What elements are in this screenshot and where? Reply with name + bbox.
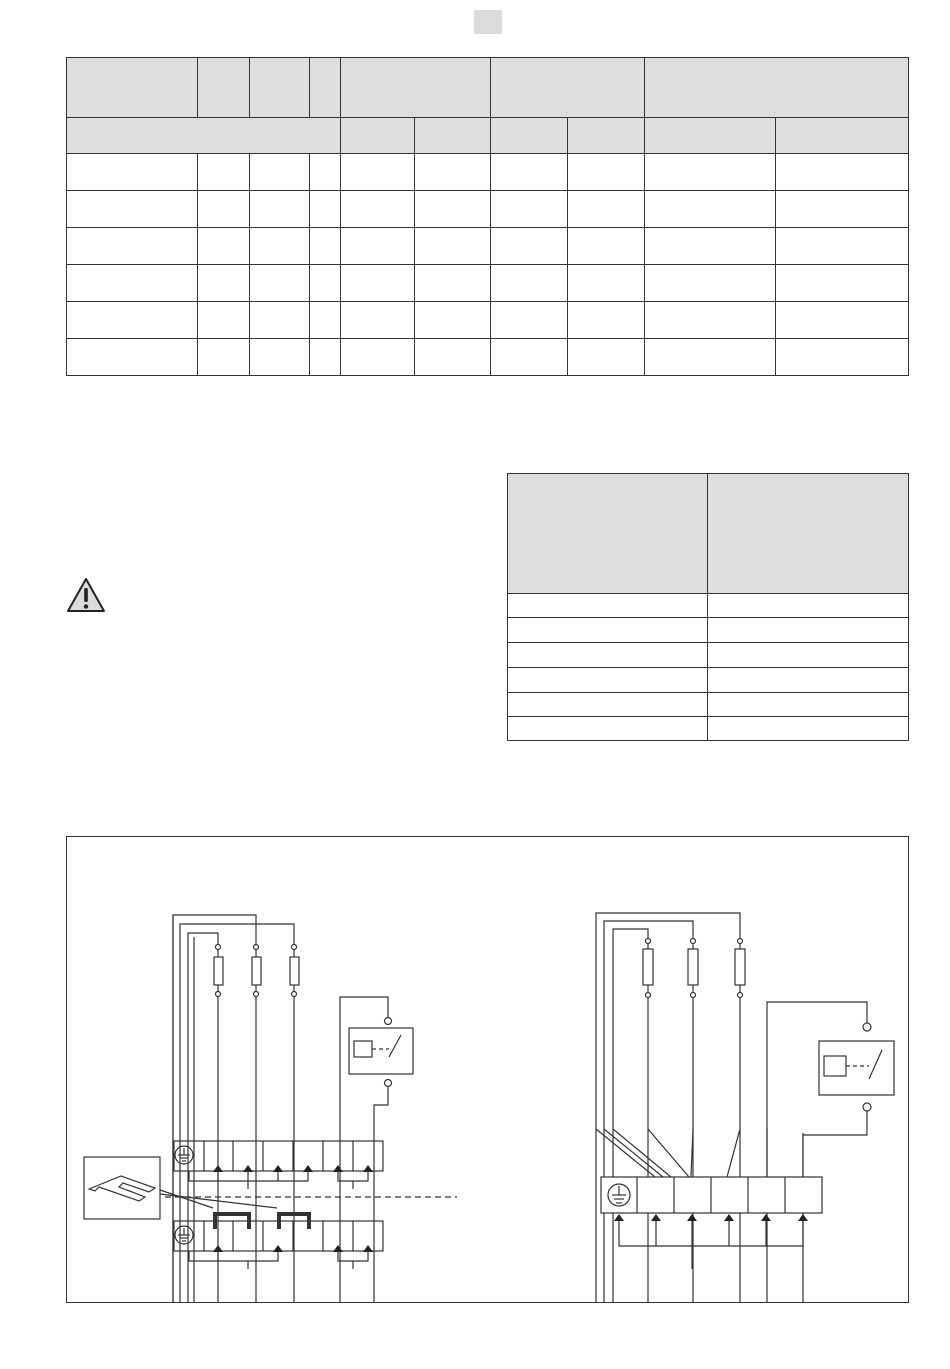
fuse-header-right <box>708 474 909 594</box>
table-row <box>508 693 909 717</box>
subheader-e <box>645 118 776 154</box>
page-number-tab <box>474 10 502 34</box>
table-row <box>67 265 909 302</box>
table-row <box>67 339 909 376</box>
table-row <box>508 594 909 618</box>
subheader-d <box>568 118 645 154</box>
header-group-1 <box>341 58 491 118</box>
spec-table <box>66 57 909 376</box>
table-row <box>67 154 909 191</box>
header-group-2 <box>491 58 645 118</box>
subheader-left <box>67 118 341 154</box>
table-row <box>508 643 909 668</box>
table-row <box>67 191 909 228</box>
header-col-2 <box>198 58 250 118</box>
table-row <box>508 618 909 643</box>
header-model <box>67 58 198 118</box>
fuse-table <box>507 473 909 741</box>
subheader-f <box>776 118 909 154</box>
table-row <box>508 668 909 693</box>
header-col-3 <box>250 58 310 118</box>
table-row <box>67 302 909 339</box>
wiring-diagram-panel <box>66 836 909 1303</box>
fuse-header-left <box>508 474 708 594</box>
subheader-c <box>491 118 568 154</box>
wiring-diagram-three-phase-terminals <box>67 837 909 1303</box>
table-row <box>67 228 909 265</box>
subheader-b <box>415 118 491 154</box>
subheader-a <box>341 118 415 154</box>
header-group-3 <box>645 58 909 118</box>
warning-triangle-icon <box>66 577 106 613</box>
table-row <box>508 717 909 741</box>
header-col-4 <box>310 58 341 118</box>
